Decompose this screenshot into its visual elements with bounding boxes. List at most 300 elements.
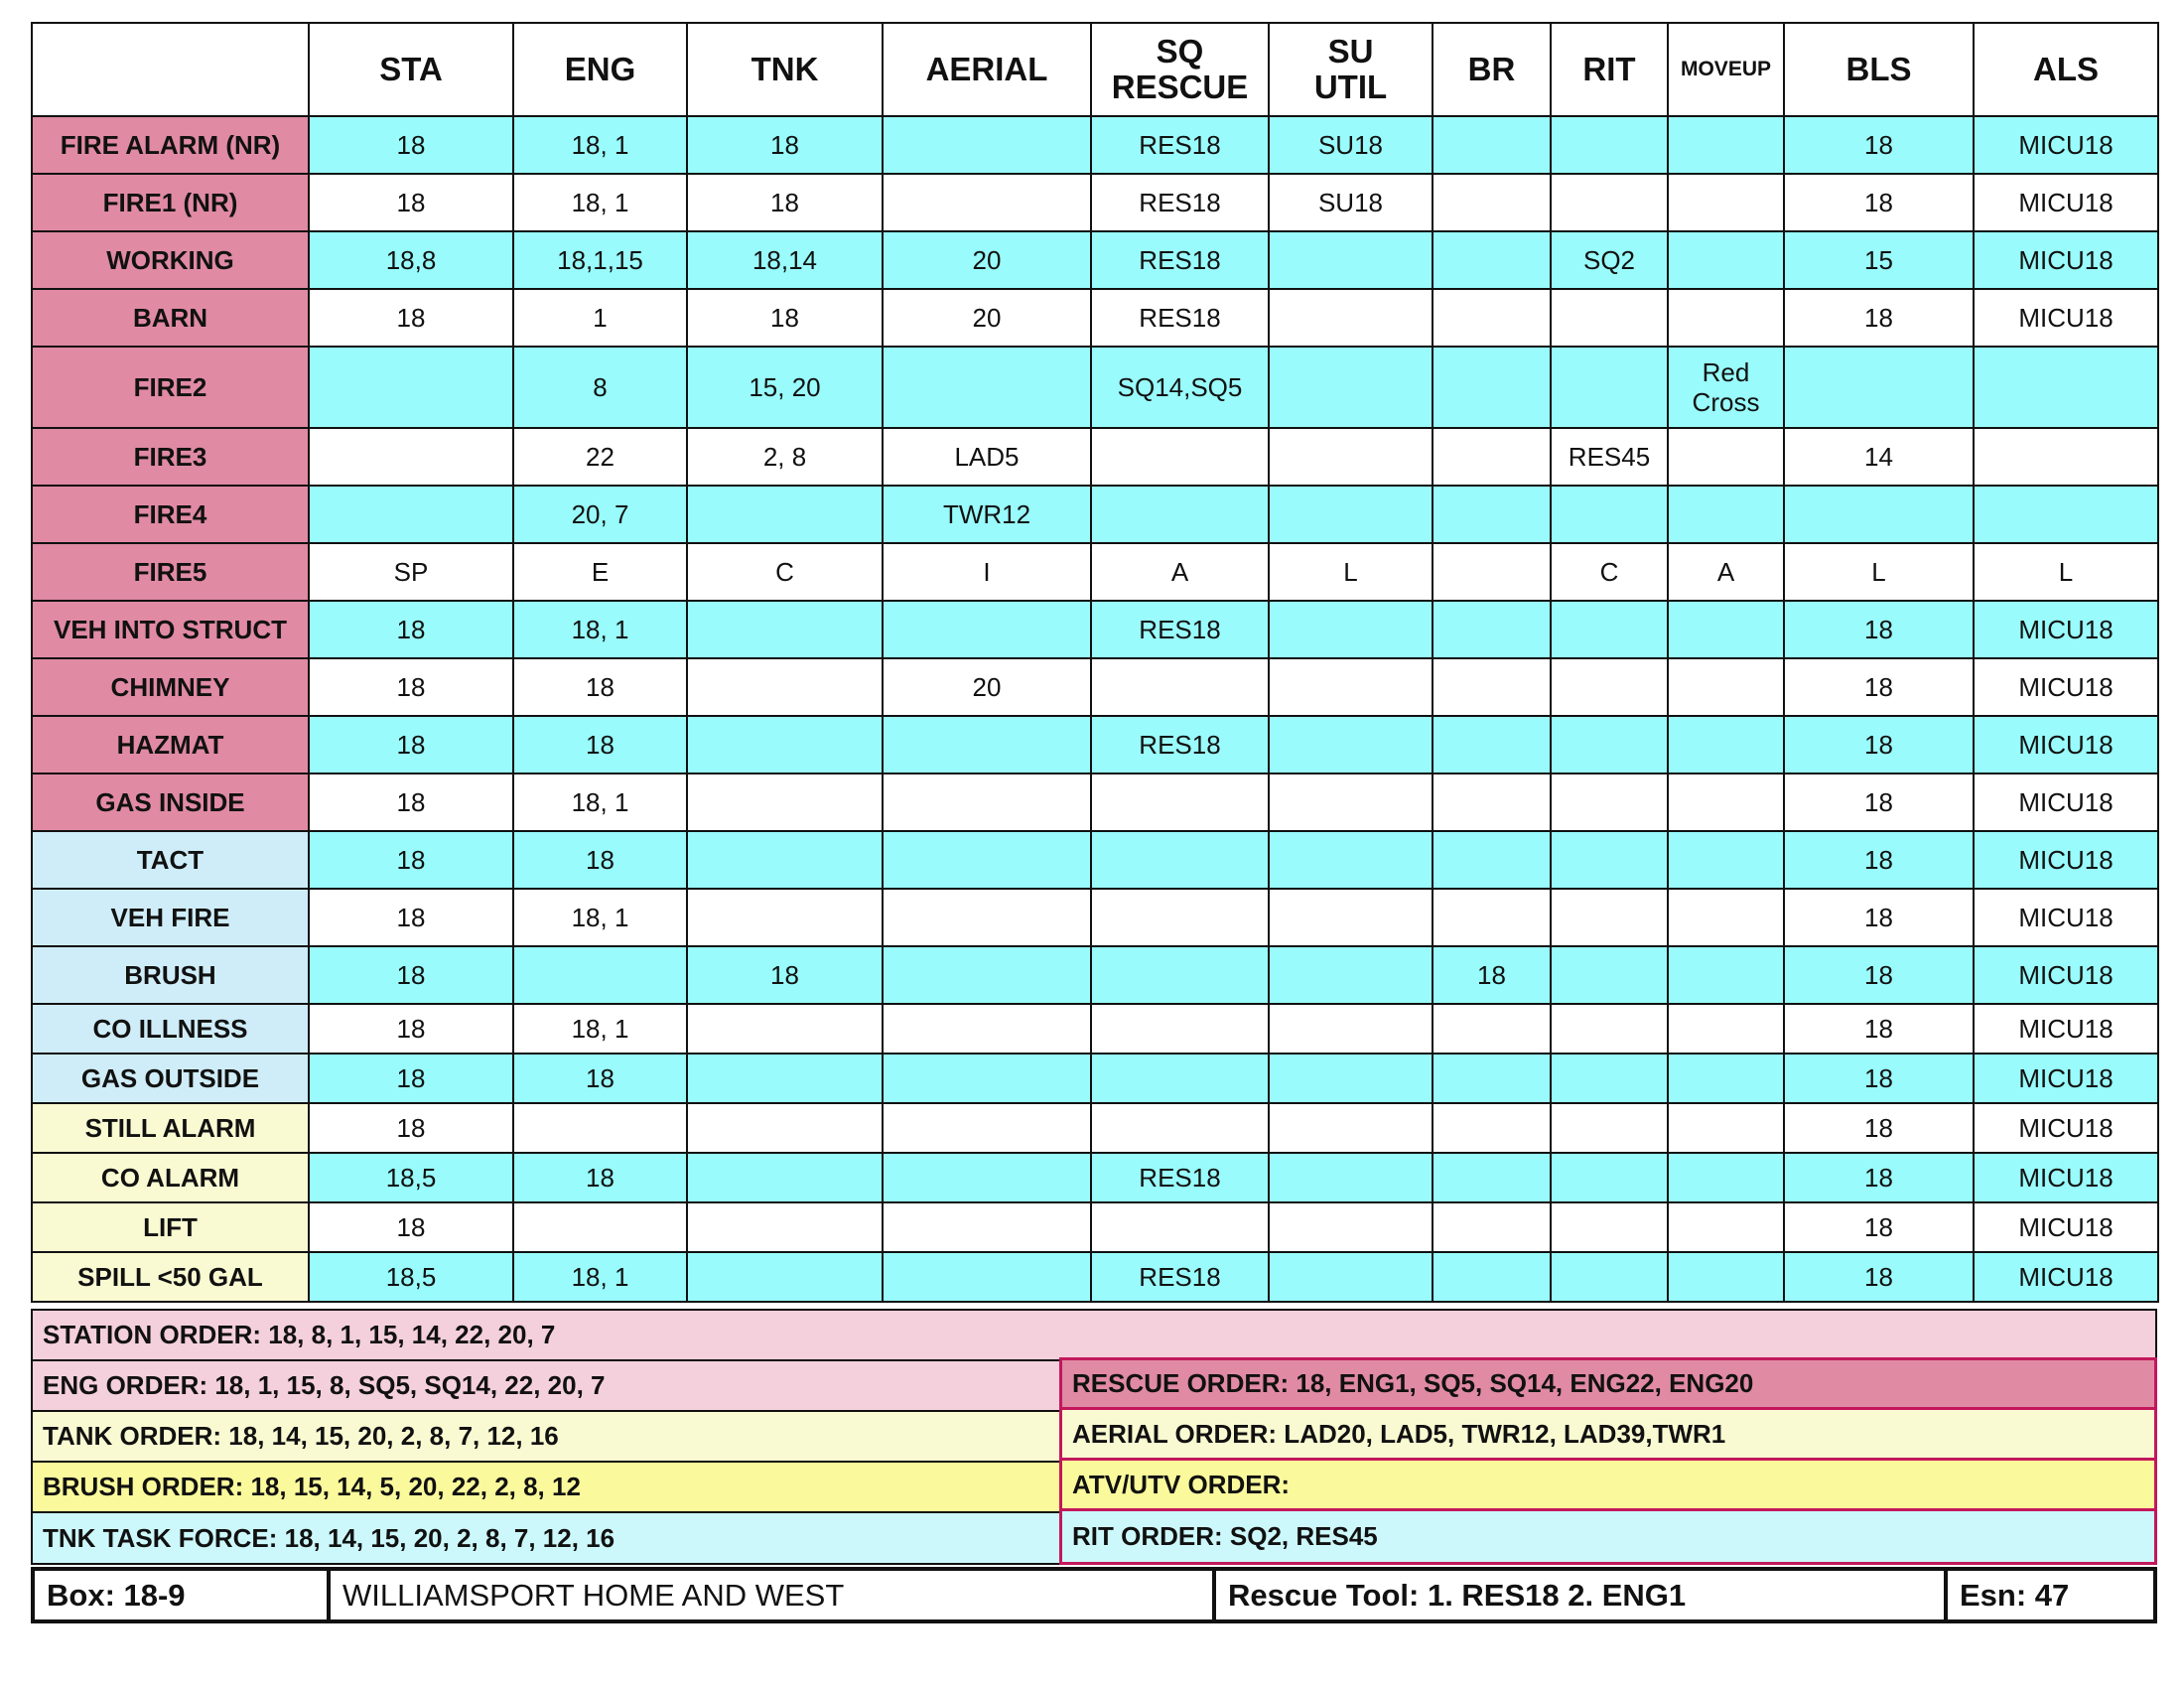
cell-value: 18,5 <box>385 1163 437 1193</box>
cell-bls <box>1784 1004 1974 1054</box>
cell-rit <box>1551 289 1668 347</box>
cell-bls <box>1784 347 1974 428</box>
cell-sta <box>309 543 513 601</box>
cell-rit <box>1551 774 1668 831</box>
run-card-table <box>31 22 2159 1303</box>
cell-value: 14 <box>1864 442 1893 472</box>
cell-aerial <box>883 543 1091 601</box>
row-label: WORKING <box>32 231 309 289</box>
row-label: BRUSH <box>32 946 309 1004</box>
box-number: Box: 18-9 <box>35 1571 331 1619</box>
cell-eng <box>513 658 687 716</box>
cell-aerial <box>883 601 1091 658</box>
table-row <box>32 116 2158 174</box>
cell-br <box>1433 1004 1551 1054</box>
cell-sta <box>309 1153 513 1202</box>
cell-value: I <box>983 557 991 587</box>
cell-value: RES18 <box>1139 188 1221 217</box>
cell-value: 18 <box>1477 960 1506 990</box>
row-label: GAS INSIDE <box>32 774 309 831</box>
cell-su-util <box>1269 289 1433 347</box>
cell-bls <box>1784 116 1974 174</box>
table-row <box>32 1054 2158 1103</box>
cell-value: 18 <box>1864 1063 1893 1093</box>
cell-bls <box>1784 1252 1974 1302</box>
cell-als <box>1974 231 2158 289</box>
cell-value: MICU18 <box>2018 1163 2114 1193</box>
cell-moveup <box>1668 428 1784 486</box>
cell-value: 18,14 <box>751 245 818 275</box>
table-row <box>32 658 2158 716</box>
cell-sta <box>309 1252 513 1302</box>
cell-tnk <box>687 174 883 231</box>
cell-value: 18 <box>396 1212 426 1242</box>
cell-sq-rescue <box>1091 1004 1269 1054</box>
cell-br <box>1433 716 1551 774</box>
table-row <box>32 1252 2158 1302</box>
cell-value: 18 <box>1864 188 1893 217</box>
cell-value: 18 <box>1864 672 1893 702</box>
cell-value: 18,5 <box>385 1262 437 1292</box>
cell-eng <box>513 116 687 174</box>
cell-value: RES45 <box>1568 442 1651 472</box>
atv-utv-order: ATV/UTV ORDER: <box>1059 1461 2157 1511</box>
cell-rit <box>1551 658 1668 716</box>
cell-su-util <box>1269 774 1433 831</box>
cell-value: 8 <box>593 372 608 402</box>
cell-value: MICU18 <box>2018 960 2114 990</box>
cell-sq-rescue <box>1091 889 1269 946</box>
cell-su-util <box>1269 1202 1433 1252</box>
cell-value: SU18 <box>1317 188 1384 217</box>
cell-value: 18 <box>1864 903 1893 932</box>
cell-value: MICU18 <box>2018 1212 2114 1242</box>
cell-bls <box>1784 543 1974 601</box>
cell-br <box>1433 1103 1551 1153</box>
cell-aerial <box>883 889 1091 946</box>
cell-value: 18 <box>396 903 426 932</box>
cell-aerial <box>883 1054 1091 1103</box>
cell-sta <box>309 1103 513 1153</box>
cell-aerial <box>883 347 1091 428</box>
cell-sta <box>309 231 513 289</box>
table-row <box>32 1153 2158 1202</box>
cell-als <box>1974 347 2158 428</box>
col-header-sta: STA <box>309 23 513 116</box>
table-row <box>32 428 2158 486</box>
cell-als <box>1974 428 2158 486</box>
cell-value: 22 <box>586 442 614 472</box>
cell-value: 18 <box>1864 960 1893 990</box>
row-label: FIRE3 <box>32 428 309 486</box>
cell-bls <box>1784 174 1974 231</box>
cell-als <box>1974 1103 2158 1153</box>
cell-value: 18 <box>396 1014 426 1044</box>
cell-sta <box>309 289 513 347</box>
cell-value: 18,1,15 <box>557 245 643 275</box>
cell-rit <box>1551 116 1668 174</box>
cell-bls <box>1784 601 1974 658</box>
cell-sq-rescue <box>1091 1103 1269 1153</box>
cell-br <box>1433 289 1551 347</box>
cell-rit <box>1551 1252 1668 1302</box>
cell-br <box>1433 174 1551 231</box>
cell-eng <box>513 946 687 1004</box>
cell-moveup <box>1668 347 1784 428</box>
cell-moveup <box>1668 116 1784 174</box>
box-area: WILLIAMSPORT HOME AND WEST <box>331 1571 1216 1619</box>
cell-value: C <box>775 557 794 587</box>
col-header-moveup: MOVEUP <box>1668 23 1784 116</box>
cell-aerial <box>883 946 1091 1004</box>
row-label: SPILL <50 GAL <box>32 1252 309 1302</box>
cell-tnk <box>687 889 883 946</box>
cell-rit <box>1551 946 1668 1004</box>
table-row <box>32 1004 2158 1054</box>
cell-sq-rescue <box>1091 1202 1269 1252</box>
cell-value: MICU18 <box>2018 787 2114 817</box>
cell-sta <box>309 946 513 1004</box>
corner-header <box>32 23 309 116</box>
cell-tnk <box>687 116 883 174</box>
cell-value: RES18 <box>1139 130 1221 160</box>
cell-value: 18 <box>586 1163 614 1193</box>
cell-als <box>1974 1054 2158 1103</box>
cell-sta <box>309 658 513 716</box>
cell-sta <box>309 716 513 774</box>
cell-eng <box>513 889 687 946</box>
row-label: GAS OUTSIDE <box>32 1054 309 1103</box>
rit-order: RIT ORDER: SQ2, RES45 <box>1059 1511 2157 1565</box>
cell-br <box>1433 601 1551 658</box>
cell-value: RES18 <box>1139 1163 1221 1193</box>
cell-value: 18 <box>1864 1262 1893 1292</box>
table-row <box>32 946 2158 1004</box>
cell-rit <box>1551 831 1668 889</box>
cell-aerial <box>883 658 1091 716</box>
cell-tnk <box>687 1103 883 1153</box>
cell-bls <box>1784 1103 1974 1153</box>
cell-bls <box>1784 1202 1974 1252</box>
col-header-tnk: TNK <box>687 23 883 116</box>
table-row <box>32 1202 2158 1252</box>
cell-su-util <box>1269 1103 1433 1153</box>
table-row <box>32 486 2158 543</box>
cell-value: MICU18 <box>2018 903 2114 932</box>
cell-aerial <box>883 289 1091 347</box>
cell-eng <box>513 1153 687 1202</box>
cell-value: 18 <box>396 1113 426 1143</box>
cell-aerial <box>883 231 1091 289</box>
cell-value: 18 <box>586 672 614 702</box>
cell-value: 18 <box>396 672 426 702</box>
cell-value: MICU18 <box>2018 303 2114 333</box>
cell-value: E <box>591 557 610 587</box>
cell-value: 18 <box>396 730 426 760</box>
table-row <box>32 831 2158 889</box>
cell-eng <box>513 1054 687 1103</box>
cell-su-util <box>1269 543 1433 601</box>
tnk-task-force: TNK TASK FORCE: 18, 14, 15, 20, 2, 8, 7, 12, 16 <box>31 1511 1059 1565</box>
cell-sta <box>309 1004 513 1054</box>
cell-value: 18 <box>1864 615 1893 644</box>
cell-aerial <box>883 116 1091 174</box>
station-order: STATION ORDER: 18, 8, 1, 15, 14, 22, 20, 7 <box>31 1309 2157 1359</box>
cell-value: MICU18 <box>2018 1063 2114 1093</box>
cell-sta <box>309 601 513 658</box>
cell-moveup <box>1668 1252 1784 1302</box>
row-label: BARN <box>32 289 309 347</box>
cell-sta <box>309 347 513 428</box>
cell-value: 18 <box>396 130 426 160</box>
cell-value: 20, 7 <box>571 499 629 529</box>
cell-sq-rescue <box>1091 486 1269 543</box>
cell-value: MICU18 <box>2018 245 2114 275</box>
row-label: CO ILLNESS <box>32 1004 309 1054</box>
eng-order: ENG ORDER: 18, 1, 15, 8, SQ5, SQ14, 22, 20, 7 <box>31 1359 1059 1410</box>
cell-sq-rescue <box>1091 347 1269 428</box>
cell-rit <box>1551 231 1668 289</box>
cell-su-util <box>1269 1004 1433 1054</box>
cell-bls <box>1784 1153 1974 1202</box>
cell-value: L <box>1871 557 1886 587</box>
cell-br <box>1433 1153 1551 1202</box>
cell-value: MICU18 <box>2018 730 2114 760</box>
cell-value: SU18 <box>1317 130 1384 160</box>
cell-als <box>1974 1202 2158 1252</box>
aerial-order: AERIAL ORDER: LAD20, LAD5, TWR12, LAD39,TWR1 <box>1059 1410 2157 1461</box>
cell-eng <box>513 1202 687 1252</box>
cell-value: 18 <box>770 960 799 990</box>
cell-value: C <box>1599 557 1619 587</box>
table-row <box>32 889 2158 946</box>
cell-su-util <box>1269 601 1433 658</box>
cell-value: 2, 8 <box>762 442 807 472</box>
cell-br <box>1433 946 1551 1004</box>
cell-su-util <box>1269 889 1433 946</box>
cell-value: 18 <box>586 1063 614 1093</box>
cell-value: 18 <box>396 960 426 990</box>
cell-value: 18, 1 <box>571 615 629 644</box>
cell-value: 18, 1 <box>571 130 629 160</box>
cell-value: A <box>1716 557 1735 587</box>
cell-moveup <box>1668 231 1784 289</box>
cell-value: 18 <box>770 188 799 217</box>
row-label: LIFT <box>32 1202 309 1252</box>
cell-moveup <box>1668 831 1784 889</box>
cell-br <box>1433 658 1551 716</box>
cell-value: 18 <box>1864 845 1893 875</box>
col-header-br: BR <box>1433 23 1551 116</box>
row-label: FIRE ALARM (NR) <box>32 116 309 174</box>
cell-rit <box>1551 486 1668 543</box>
cell-tnk <box>687 1054 883 1103</box>
cell-als <box>1974 174 2158 231</box>
rescue-order: RESCUE ORDER: 18, ENG1, SQ5, SQ14, ENG22, ENG20 <box>1059 1357 2157 1410</box>
cell-aerial <box>883 1202 1091 1252</box>
cell-br <box>1433 543 1551 601</box>
cell-als <box>1974 543 2158 601</box>
cell-rit <box>1551 1103 1668 1153</box>
cell-tnk <box>687 1202 883 1252</box>
cell-rit <box>1551 1153 1668 1202</box>
cell-tnk <box>687 1004 883 1054</box>
cell-als <box>1974 1004 2158 1054</box>
cell-moveup <box>1668 1202 1784 1252</box>
cell-eng <box>513 428 687 486</box>
cell-sq-rescue <box>1091 289 1269 347</box>
cell-br <box>1433 889 1551 946</box>
cell-value: L <box>1343 557 1358 587</box>
cell-tnk <box>687 543 883 601</box>
cell-br <box>1433 347 1551 428</box>
cell-sta <box>309 1202 513 1252</box>
cell-value: 18, 1 <box>571 188 629 217</box>
cell-value: 18 <box>396 787 426 817</box>
cell-sq-rescue <box>1091 601 1269 658</box>
table-row <box>32 289 2158 347</box>
cell-eng <box>513 543 687 601</box>
cell-su-util <box>1269 116 1433 174</box>
col-header-su-util: SU UTIL <box>1269 23 1433 116</box>
cell-rit <box>1551 601 1668 658</box>
cell-sq-rescue <box>1091 831 1269 889</box>
cell-br <box>1433 1252 1551 1302</box>
cell-tnk <box>687 1252 883 1302</box>
cell-value: MICU18 <box>2018 672 2114 702</box>
cell-value: 15, 20 <box>749 372 821 402</box>
table-row <box>32 601 2158 658</box>
cell-bls <box>1784 716 1974 774</box>
cell-moveup <box>1668 1004 1784 1054</box>
cell-tnk <box>687 428 883 486</box>
cell-moveup <box>1668 889 1784 946</box>
cell-als <box>1974 716 2158 774</box>
cell-sq-rescue <box>1091 1153 1269 1202</box>
cell-sq-rescue <box>1091 774 1269 831</box>
cell-moveup <box>1668 601 1784 658</box>
table-row <box>32 231 2158 289</box>
table-row <box>32 174 2158 231</box>
cell-tnk <box>687 946 883 1004</box>
row-label: STILL ALARM <box>32 1103 309 1153</box>
cell-als <box>1974 1252 2158 1302</box>
cell-value: Red Cross <box>1692 357 1760 417</box>
cell-value: 18, 1 <box>571 787 629 817</box>
cell-sta <box>309 116 513 174</box>
cell-value: 18 <box>586 845 614 875</box>
cell-su-util <box>1269 174 1433 231</box>
cell-value: MICU18 <box>2018 615 2114 644</box>
cell-moveup <box>1668 946 1784 1004</box>
cell-eng <box>513 1252 687 1302</box>
cell-aerial <box>883 831 1091 889</box>
header-row <box>32 23 2158 116</box>
cell-sq-rescue <box>1091 116 1269 174</box>
cell-tnk <box>687 601 883 658</box>
cell-su-util <box>1269 428 1433 486</box>
cell-value: A <box>1170 557 1189 587</box>
cell-value: 18 <box>1864 1014 1893 1044</box>
col-header-eng: ENG <box>513 23 687 116</box>
cell-tnk <box>687 831 883 889</box>
cell-moveup <box>1668 658 1784 716</box>
cell-bls <box>1784 486 1974 543</box>
cell-value: SQ2 <box>1582 245 1636 275</box>
cell-bls <box>1784 231 1974 289</box>
cell-als <box>1974 1153 2158 1202</box>
cell-value: 18 <box>396 1063 426 1093</box>
cell-br <box>1433 1054 1551 1103</box>
cell-value: 18 <box>396 845 426 875</box>
cell-value: 18 <box>1864 730 1893 760</box>
cell-rit <box>1551 543 1668 601</box>
table-row <box>32 716 2158 774</box>
cell-eng <box>513 486 687 543</box>
cell-eng <box>513 231 687 289</box>
cell-moveup <box>1668 486 1784 543</box>
cell-sta <box>309 486 513 543</box>
cell-sq-rescue <box>1091 946 1269 1004</box>
cell-bls <box>1784 774 1974 831</box>
cell-value: 15 <box>1864 245 1893 275</box>
cell-bls <box>1784 658 1974 716</box>
cell-br <box>1433 116 1551 174</box>
row-label: TACT <box>32 831 309 889</box>
cell-bls <box>1784 289 1974 347</box>
cell-bls <box>1784 946 1974 1004</box>
cell-bls <box>1784 889 1974 946</box>
cell-als <box>1974 774 2158 831</box>
row-label: VEH FIRE <box>32 889 309 946</box>
cell-eng <box>513 347 687 428</box>
cell-value: 18, 1 <box>571 1014 629 1044</box>
cell-value: SQ14,SQ5 <box>1117 372 1243 402</box>
cell-aerial <box>883 716 1091 774</box>
cell-br <box>1433 231 1551 289</box>
cell-value: 18 <box>1864 1163 1893 1193</box>
cell-value: SP <box>393 557 429 587</box>
run-card-sheet <box>31 22 2157 1303</box>
cell-rit <box>1551 428 1668 486</box>
cell-rit <box>1551 1054 1668 1103</box>
cell-value: 18 <box>1864 303 1893 333</box>
row-label: FIRE2 <box>32 347 309 428</box>
cell-value: 18 <box>396 615 426 644</box>
cell-sq-rescue <box>1091 174 1269 231</box>
cell-value: 18 <box>1864 130 1893 160</box>
cell-eng <box>513 716 687 774</box>
cell-sq-rescue <box>1091 428 1269 486</box>
cell-value: 18 <box>770 130 799 160</box>
brush-order: BRUSH ORDER: 18, 15, 14, 5, 20, 22, 2, 8, 12 <box>31 1461 1059 1511</box>
cell-tnk <box>687 486 883 543</box>
table-row <box>32 543 2158 601</box>
cell-value: MICU18 <box>2018 188 2114 217</box>
cell-aerial <box>883 1153 1091 1202</box>
tank-order: TANK ORDER: 18, 14, 15, 20, 2, 8, 7, 12, 16 <box>31 1410 1059 1461</box>
cell-sta <box>309 428 513 486</box>
col-header-bls: BLS <box>1784 23 1974 116</box>
cell-su-util <box>1269 231 1433 289</box>
cell-moveup <box>1668 774 1784 831</box>
cell-value: 18, 1 <box>571 1262 629 1292</box>
cell-als <box>1974 889 2158 946</box>
cell-value: RES18 <box>1139 1262 1221 1292</box>
cell-value: 18, 1 <box>571 903 629 932</box>
cell-tnk <box>687 658 883 716</box>
col-header-sq-rescue: SQ RESCUE <box>1091 23 1269 116</box>
